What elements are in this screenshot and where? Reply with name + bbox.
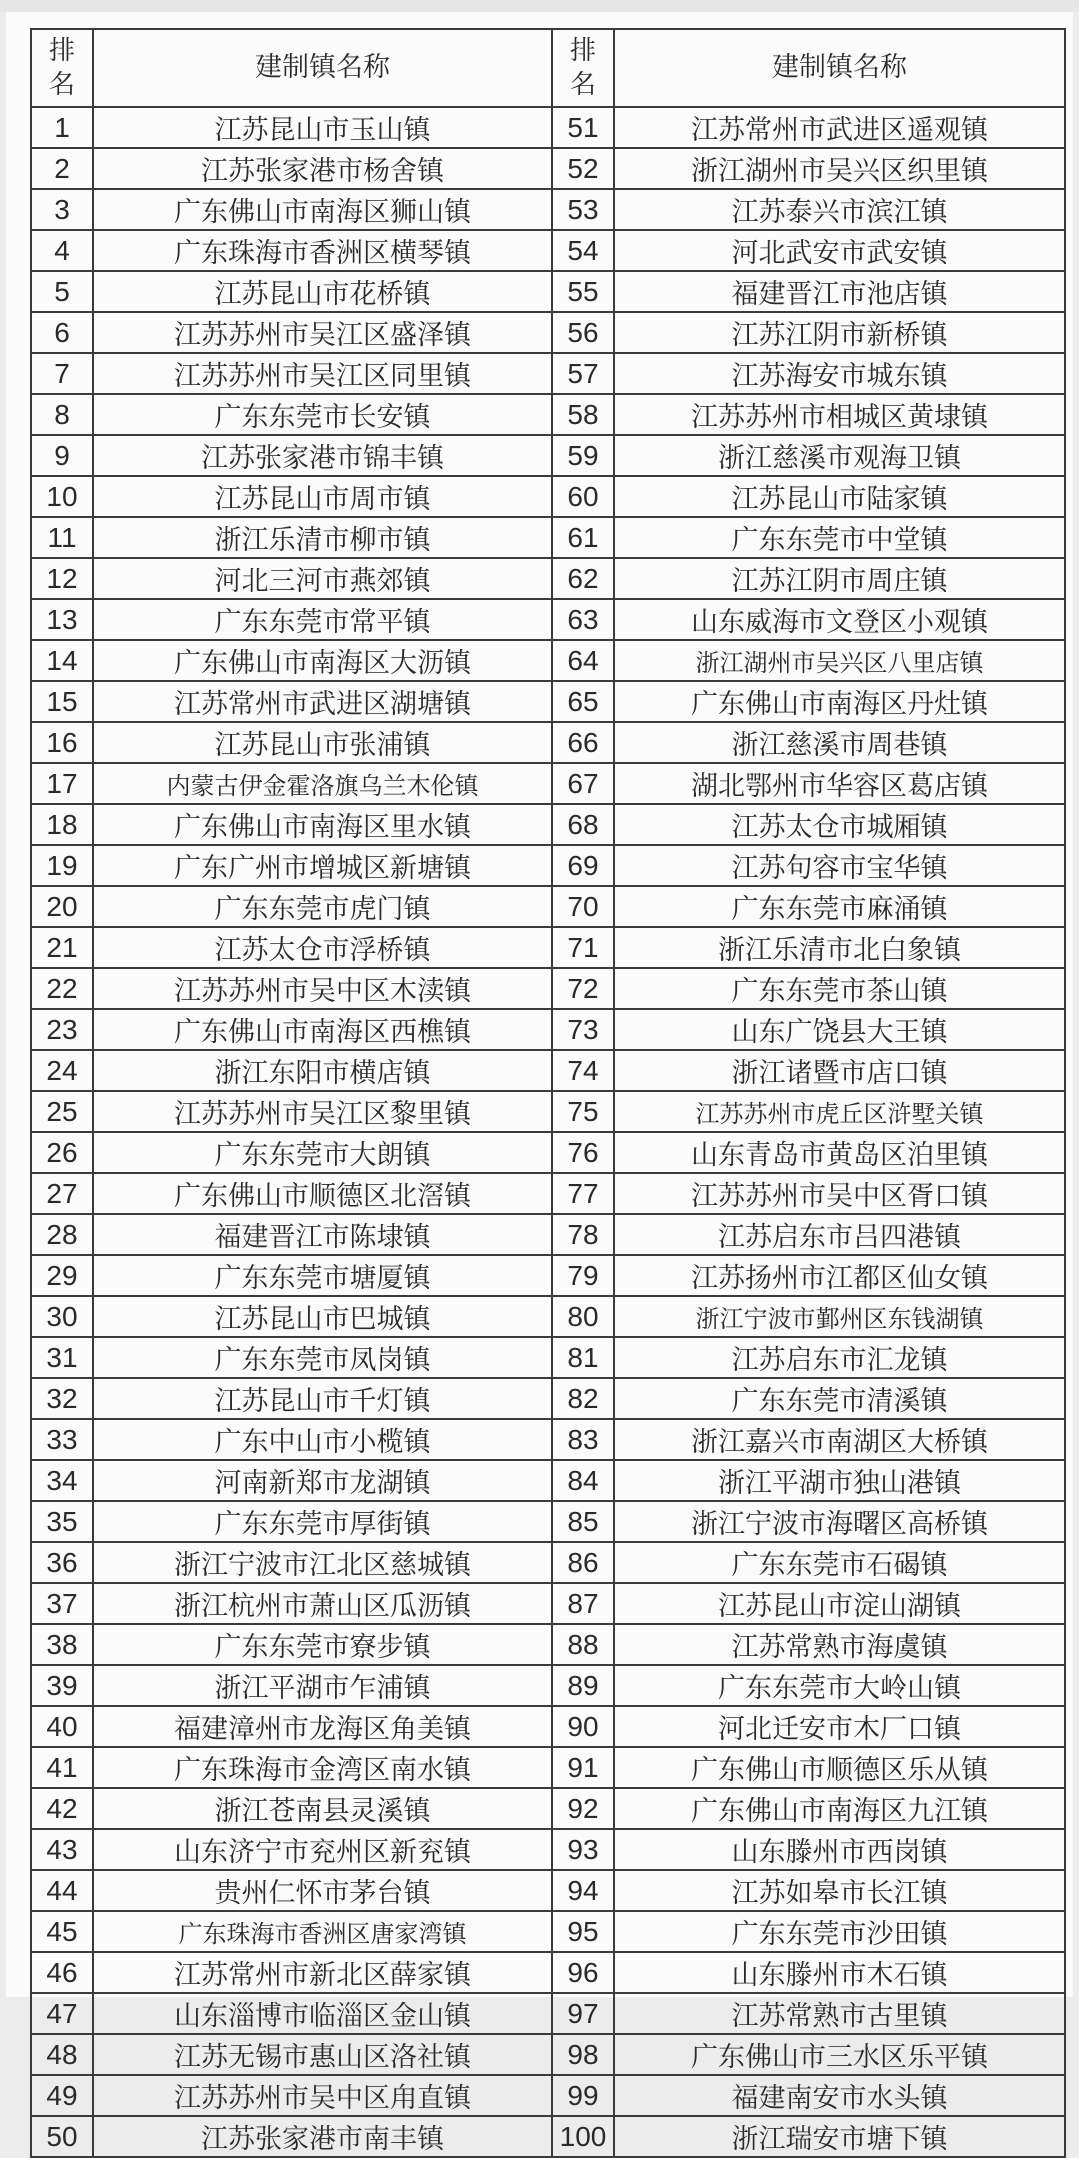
rank-cell: 23 (31, 1009, 93, 1050)
rank-cell: 60 (552, 476, 614, 517)
town-name-cell: 广东东莞市虎门镇 (93, 886, 552, 927)
town-name-cell: 广东佛山市南海区九江镇 (614, 1788, 1065, 1829)
town-name-cell: 江苏苏州市吴中区甪直镇 (93, 2075, 552, 2116)
rank-cell: 21 (31, 927, 93, 968)
rank-cell: 8 (31, 394, 93, 435)
table-row (31, 886, 1065, 927)
town-name-cell: 江苏启东市汇龙镇 (614, 1337, 1065, 1378)
rank-cell: 20 (31, 886, 93, 927)
table-row (31, 1829, 1065, 1870)
town-name-cell: 广东珠海市金湾区南水镇 (93, 1747, 552, 1788)
town-name-cell: 广东佛山市南海区丹灶镇 (614, 681, 1065, 722)
town-name-cell: 江苏张家港市南丰镇 (93, 2116, 552, 2157)
table-row (31, 1214, 1065, 1255)
town-name-cell: 广东佛山市三水区乐平镇 (614, 2034, 1065, 2075)
town-name-cell: 广东东莞市麻涌镇 (614, 886, 1065, 927)
town-name-cell: 江苏常州市武进区遥观镇 (614, 107, 1065, 148)
rank-cell: 77 (552, 1173, 614, 1214)
rank-cell: 19 (31, 845, 93, 886)
document-sheet (6, 12, 1073, 2155)
town-name-cell: 广东东莞市常平镇 (93, 599, 552, 640)
rank-cell: 65 (552, 681, 614, 722)
town-name-cell: 江苏昆山市花桥镇 (93, 271, 552, 312)
town-name-cell: 浙江平湖市独山港镇 (614, 1460, 1065, 1501)
town-name-cell: 江苏常熟市海虞镇 (614, 1624, 1065, 1665)
town-name-cell: 浙江平湖市乍浦镇 (93, 1665, 552, 1706)
town-name-cell: 江苏昆山市周市镇 (93, 476, 552, 517)
rank-cell: 70 (552, 886, 614, 927)
town-name-cell: 浙江杭州市萧山区瓜沥镇 (93, 1583, 552, 1624)
rank-cell: 25 (31, 1091, 93, 1132)
town-name-cell: 广东东莞市凤岗镇 (93, 1337, 552, 1378)
rank-cell: 29 (31, 1255, 93, 1296)
town-name-cell: 浙江东阳市横店镇 (93, 1050, 552, 1091)
town-name-cell: 广东佛山市南海区狮山镇 (93, 189, 552, 230)
town-name-cell: 广东佛山市顺德区北滘镇 (93, 1173, 552, 1214)
town-name-cell: 广东中山市小榄镇 (93, 1419, 552, 1460)
rank-header-left (31, 29, 93, 107)
rank-cell: 28 (31, 1214, 93, 1255)
town-name-cell: 浙江宁波市海曙区高桥镇 (614, 1501, 1065, 1542)
table-row (31, 1132, 1065, 1173)
table-row (31, 558, 1065, 599)
town-name-cell: 广东广州市增城区新塘镇 (93, 845, 552, 886)
town-name-cell: 福建南安市水头镇 (614, 2075, 1065, 2116)
town-name-cell: 福建晋江市池店镇 (614, 271, 1065, 312)
town-name-cell: 浙江宁波市鄞州区东钱湖镇 (614, 1296, 1065, 1337)
rank-cell: 78 (552, 1214, 614, 1255)
town-name-cell: 广东东莞市长安镇 (93, 394, 552, 435)
town-name-cell: 广东东莞市沙田镇 (614, 1911, 1065, 1952)
rank-cell: 42 (31, 1788, 93, 1829)
table-row (31, 845, 1065, 886)
rank-header-char-2: 名 (48, 70, 75, 100)
town-name-cell: 山东广饶县大王镇 (614, 1009, 1065, 1050)
rank-header-char-1: 排 (569, 36, 596, 66)
table-row (31, 1009, 1065, 1050)
table-row (31, 722, 1065, 763)
table-body (31, 107, 1065, 2157)
town-name-cell: 浙江诸暨市店口镇 (614, 1050, 1065, 1091)
rank-cell: 100 (552, 2116, 614, 2157)
rank-cell: 61 (552, 517, 614, 558)
rank-cell: 66 (552, 722, 614, 763)
town-name-cell: 广东珠海市香洲区横琴镇 (93, 230, 552, 271)
town-name-cell: 广东东莞市塘厦镇 (93, 1255, 552, 1296)
rank-cell: 75 (552, 1091, 614, 1132)
town-name-cell: 江苏苏州市吴江区黎里镇 (93, 1091, 552, 1132)
table-row (31, 1747, 1065, 1788)
table-row (31, 1706, 1065, 1747)
rank-cell: 81 (552, 1337, 614, 1378)
town-name-cell: 浙江湖州市吴兴区八里店镇 (614, 640, 1065, 681)
rank-cell: 12 (31, 558, 93, 599)
rank-cell: 6 (31, 312, 93, 353)
town-name-cell: 广东东莞市寮步镇 (93, 1624, 552, 1665)
rank-cell: 96 (552, 1952, 614, 1993)
rank-cell: 69 (552, 845, 614, 886)
rank-cell: 58 (552, 394, 614, 435)
table-header-row (31, 29, 1065, 107)
town-name-cell: 河北武安市武安镇 (614, 230, 1065, 271)
town-name-cell: 湖北鄂州市华容区葛店镇 (614, 763, 1065, 804)
table-row (31, 1173, 1065, 1214)
table-row (31, 1337, 1065, 1378)
rank-cell: 36 (31, 1542, 93, 1583)
table-row (31, 1460, 1065, 1501)
rank-cell: 13 (31, 599, 93, 640)
rank-cell: 3 (31, 189, 93, 230)
rank-cell: 44 (31, 1870, 93, 1911)
table-row (31, 599, 1065, 640)
table-row (31, 1911, 1065, 1952)
rank-cell: 34 (31, 1460, 93, 1501)
town-name-cell: 广东东莞市大朗镇 (93, 1132, 552, 1173)
rank-cell: 54 (552, 230, 614, 271)
ranking-table (30, 28, 1066, 2158)
rank-cell: 64 (552, 640, 614, 681)
town-name-cell: 江苏海安市城东镇 (614, 353, 1065, 394)
town-name-cell: 广东佛山市南海区大沥镇 (93, 640, 552, 681)
rank-cell: 76 (552, 1132, 614, 1173)
town-name-cell: 江苏江阴市新桥镇 (614, 312, 1065, 353)
town-name-cell: 江苏常州市武进区湖塘镇 (93, 681, 552, 722)
rank-cell: 15 (31, 681, 93, 722)
town-name-cell: 江苏句容市宝华镇 (614, 845, 1065, 886)
rank-cell: 41 (31, 1747, 93, 1788)
rank-cell: 86 (552, 1542, 614, 1583)
town-name-cell: 山东济宁市兖州区新兖镇 (93, 1829, 552, 1870)
town-name-cell: 江苏张家港市锦丰镇 (93, 435, 552, 476)
rank-cell: 39 (31, 1665, 93, 1706)
rank-cell: 30 (31, 1296, 93, 1337)
town-name-cell: 广东东莞市茶山镇 (614, 968, 1065, 1009)
town-name-cell: 浙江慈溪市周巷镇 (614, 722, 1065, 763)
rank-cell: 4 (31, 230, 93, 271)
rank-cell: 10 (31, 476, 93, 517)
town-name-cell: 浙江嘉兴市南湖区大桥镇 (614, 1419, 1065, 1460)
table-row (31, 1091, 1065, 1132)
rank-cell: 90 (552, 1706, 614, 1747)
rank-cell: 93 (552, 1829, 614, 1870)
rank-cell: 71 (552, 927, 614, 968)
table-row (31, 1870, 1065, 1911)
town-name-cell: 江苏常熟市古里镇 (614, 1993, 1065, 2034)
rank-cell: 63 (552, 599, 614, 640)
town-name-cell: 江苏苏州市虎丘区浒墅关镇 (614, 1091, 1065, 1132)
rank-cell: 51 (552, 107, 614, 148)
rank-cell: 91 (552, 1747, 614, 1788)
rank-cell: 62 (552, 558, 614, 599)
town-name-cell: 江苏昆山市陆家镇 (614, 476, 1065, 517)
rank-cell: 49 (31, 2075, 93, 2116)
top-bar (0, 0, 1079, 12)
town-name-cell: 江苏苏州市相城区黄埭镇 (614, 394, 1065, 435)
rank-cell: 56 (552, 312, 614, 353)
rank-cell: 73 (552, 1009, 614, 1050)
rank-cell: 82 (552, 1378, 614, 1419)
table-row (31, 312, 1065, 353)
town-name-cell: 江苏昆山市千灯镇 (93, 1378, 552, 1419)
rank-cell: 84 (552, 1460, 614, 1501)
rank-cell: 24 (31, 1050, 93, 1091)
table-row (31, 148, 1065, 189)
table-row (31, 1993, 1065, 2034)
town-name-cell: 广东佛山市南海区西樵镇 (93, 1009, 552, 1050)
rank-cell: 95 (552, 1911, 614, 1952)
table-row (31, 476, 1065, 517)
town-name-cell: 江苏启东市吕四港镇 (614, 1214, 1065, 1255)
rank-cell: 35 (31, 1501, 93, 1542)
town-name-cell: 浙江乐清市柳市镇 (93, 517, 552, 558)
rank-cell: 99 (552, 2075, 614, 2116)
table-row (31, 804, 1065, 845)
rank-cell: 47 (31, 1993, 93, 2034)
rank-cell: 31 (31, 1337, 93, 1378)
town-name-cell: 山东滕州市木石镇 (614, 1952, 1065, 1993)
rank-cell: 57 (552, 353, 614, 394)
town-name-cell: 广东东莞市中堂镇 (614, 517, 1065, 558)
rank-cell: 85 (552, 1501, 614, 1542)
table-row (31, 1050, 1065, 1091)
rank-cell: 53 (552, 189, 614, 230)
rank-cell: 2 (31, 148, 93, 189)
table-row (31, 968, 1065, 1009)
town-name-cell: 江苏扬州市江都区仙女镇 (614, 1255, 1065, 1296)
rank-cell: 74 (552, 1050, 614, 1091)
town-name-cell: 江苏无锡市惠山区洛社镇 (93, 2034, 552, 2075)
town-name-cell: 浙江湖州市吴兴区织里镇 (614, 148, 1065, 189)
table-row (31, 230, 1065, 271)
rank-cell: 67 (552, 763, 614, 804)
rank-cell: 80 (552, 1296, 614, 1337)
table-row (31, 2034, 1065, 2075)
town-name-cell: 福建漳州市龙海区角美镇 (93, 1706, 552, 1747)
rank-cell: 40 (31, 1706, 93, 1747)
rank-header-char-2: 名 (569, 70, 596, 100)
rank-cell: 45 (31, 1911, 93, 1952)
town-name-cell: 江苏苏州市吴中区胥口镇 (614, 1173, 1065, 1214)
rank-cell: 48 (31, 2034, 93, 2075)
table-row (31, 353, 1065, 394)
town-header-left: 建制镇名称 (93, 29, 552, 107)
table-row (31, 763, 1065, 804)
town-name-cell: 浙江宁波市江北区慈城镇 (93, 1542, 552, 1583)
town-name-cell: 山东淄博市临淄区金山镇 (93, 1993, 552, 2034)
table-row (31, 189, 1065, 230)
table-row (31, 1952, 1065, 1993)
rank-cell: 72 (552, 968, 614, 1009)
rank-cell: 87 (552, 1583, 614, 1624)
rank-cell: 5 (31, 271, 93, 312)
town-name-cell: 江苏苏州市吴江区同里镇 (93, 353, 552, 394)
rank-cell: 27 (31, 1173, 93, 1214)
rank-cell: 46 (31, 1952, 93, 1993)
town-name-cell: 广东东莞市石碣镇 (614, 1542, 1065, 1583)
town-name-cell: 江苏张家港市杨舍镇 (93, 148, 552, 189)
rank-cell: 79 (552, 1255, 614, 1296)
table-row (31, 517, 1065, 558)
rank-cell: 83 (552, 1419, 614, 1460)
town-name-cell: 江苏苏州市吴江区盛泽镇 (93, 312, 552, 353)
rank-cell: 68 (552, 804, 614, 845)
table-row (31, 1255, 1065, 1296)
rank-cell: 32 (31, 1378, 93, 1419)
town-name-cell: 贵州仁怀市茅台镇 (93, 1870, 552, 1911)
rank-header-right (552, 29, 614, 107)
table-row (31, 1583, 1065, 1624)
town-name-cell: 江苏泰兴市滨江镇 (614, 189, 1065, 230)
town-name-cell: 江苏昆山市玉山镇 (93, 107, 552, 148)
town-name-cell: 浙江瑞安市塘下镇 (614, 2116, 1065, 2157)
rank-cell: 55 (552, 271, 614, 312)
rank-cell: 92 (552, 1788, 614, 1829)
rank-cell: 9 (31, 435, 93, 476)
rank-cell: 59 (552, 435, 614, 476)
table-row (31, 1296, 1065, 1337)
rank-cell: 43 (31, 1829, 93, 1870)
town-name-cell: 浙江乐清市北白象镇 (614, 927, 1065, 968)
town-header-right: 建制镇名称 (614, 29, 1065, 107)
town-name-cell: 广东东莞市厚街镇 (93, 1501, 552, 1542)
table-row (31, 640, 1065, 681)
table-row (31, 1501, 1065, 1542)
table-row (31, 927, 1065, 968)
table-row (31, 2075, 1065, 2116)
rank-cell: 89 (552, 1665, 614, 1706)
table-row (31, 681, 1065, 722)
rank-cell: 33 (31, 1419, 93, 1460)
table-row (31, 435, 1065, 476)
table-row (31, 1665, 1065, 1706)
town-name-cell: 江苏江阴市周庄镇 (614, 558, 1065, 599)
rank-cell: 37 (31, 1583, 93, 1624)
town-name-cell: 江苏常州市新北区薛家镇 (93, 1952, 552, 1993)
town-name-cell: 广东佛山市顺德区乐从镇 (614, 1747, 1065, 1788)
town-name-cell: 山东滕州市西岗镇 (614, 1829, 1065, 1870)
table-row (31, 394, 1065, 435)
town-name-cell: 山东威海市文登区小观镇 (614, 599, 1065, 640)
rank-header-char-1: 排 (48, 36, 75, 66)
town-name-cell: 江苏太仓市浮桥镇 (93, 927, 552, 968)
rank-cell: 18 (31, 804, 93, 845)
table-row (31, 1542, 1065, 1583)
town-name-cell: 广东东莞市清溪镇 (614, 1378, 1065, 1419)
rank-cell: 52 (552, 148, 614, 189)
town-name-cell: 山东青岛市黄岛区泊里镇 (614, 1132, 1065, 1173)
table-row (31, 2116, 1065, 2157)
town-name-cell: 江苏太仓市城厢镇 (614, 804, 1065, 845)
rank-cell: 22 (31, 968, 93, 1009)
town-name-cell: 江苏昆山市张浦镇 (93, 722, 552, 763)
town-name-cell: 江苏昆山市淀山湖镇 (614, 1583, 1065, 1624)
table-row (31, 1419, 1065, 1460)
rank-cell: 50 (31, 2116, 93, 2157)
town-name-cell: 江苏苏州市吴中区木渎镇 (93, 968, 552, 1009)
town-name-cell: 浙江慈溪市观海卫镇 (614, 435, 1065, 476)
rank-cell: 88 (552, 1624, 614, 1665)
town-name-cell: 江苏如皋市长江镇 (614, 1870, 1065, 1911)
town-name-cell: 福建晋江市陈埭镇 (93, 1214, 552, 1255)
rank-cell: 97 (552, 1993, 614, 2034)
rank-cell: 14 (31, 640, 93, 681)
rank-cell: 38 (31, 1624, 93, 1665)
rank-cell: 98 (552, 2034, 614, 2075)
town-name-cell: 广东东莞市大岭山镇 (614, 1665, 1065, 1706)
town-name-cell: 河北迁安市木厂口镇 (614, 1706, 1065, 1747)
rank-cell: 11 (31, 517, 93, 558)
town-name-cell: 河北三河市燕郊镇 (93, 558, 552, 599)
town-name-cell: 江苏昆山市巴城镇 (93, 1296, 552, 1337)
town-name-cell: 浙江苍南县灵溪镇 (93, 1788, 552, 1829)
town-name-cell: 河南新郑市龙湖镇 (93, 1460, 552, 1501)
rank-cell: 94 (552, 1870, 614, 1911)
town-name-cell: 广东佛山市南海区里水镇 (93, 804, 552, 845)
town-name-cell: 广东珠海市香洲区唐家湾镇 (93, 1911, 552, 1952)
table-row (31, 1788, 1065, 1829)
town-name-cell: 内蒙古伊金霍洛旗乌兰木伦镇 (93, 763, 552, 804)
table-row (31, 1378, 1065, 1419)
rank-cell: 17 (31, 763, 93, 804)
table-row (31, 271, 1065, 312)
table-row (31, 107, 1065, 148)
table-row (31, 1624, 1065, 1665)
rank-cell: 1 (31, 107, 93, 148)
rank-cell: 7 (31, 353, 93, 394)
rank-cell: 26 (31, 1132, 93, 1173)
rank-cell: 16 (31, 722, 93, 763)
